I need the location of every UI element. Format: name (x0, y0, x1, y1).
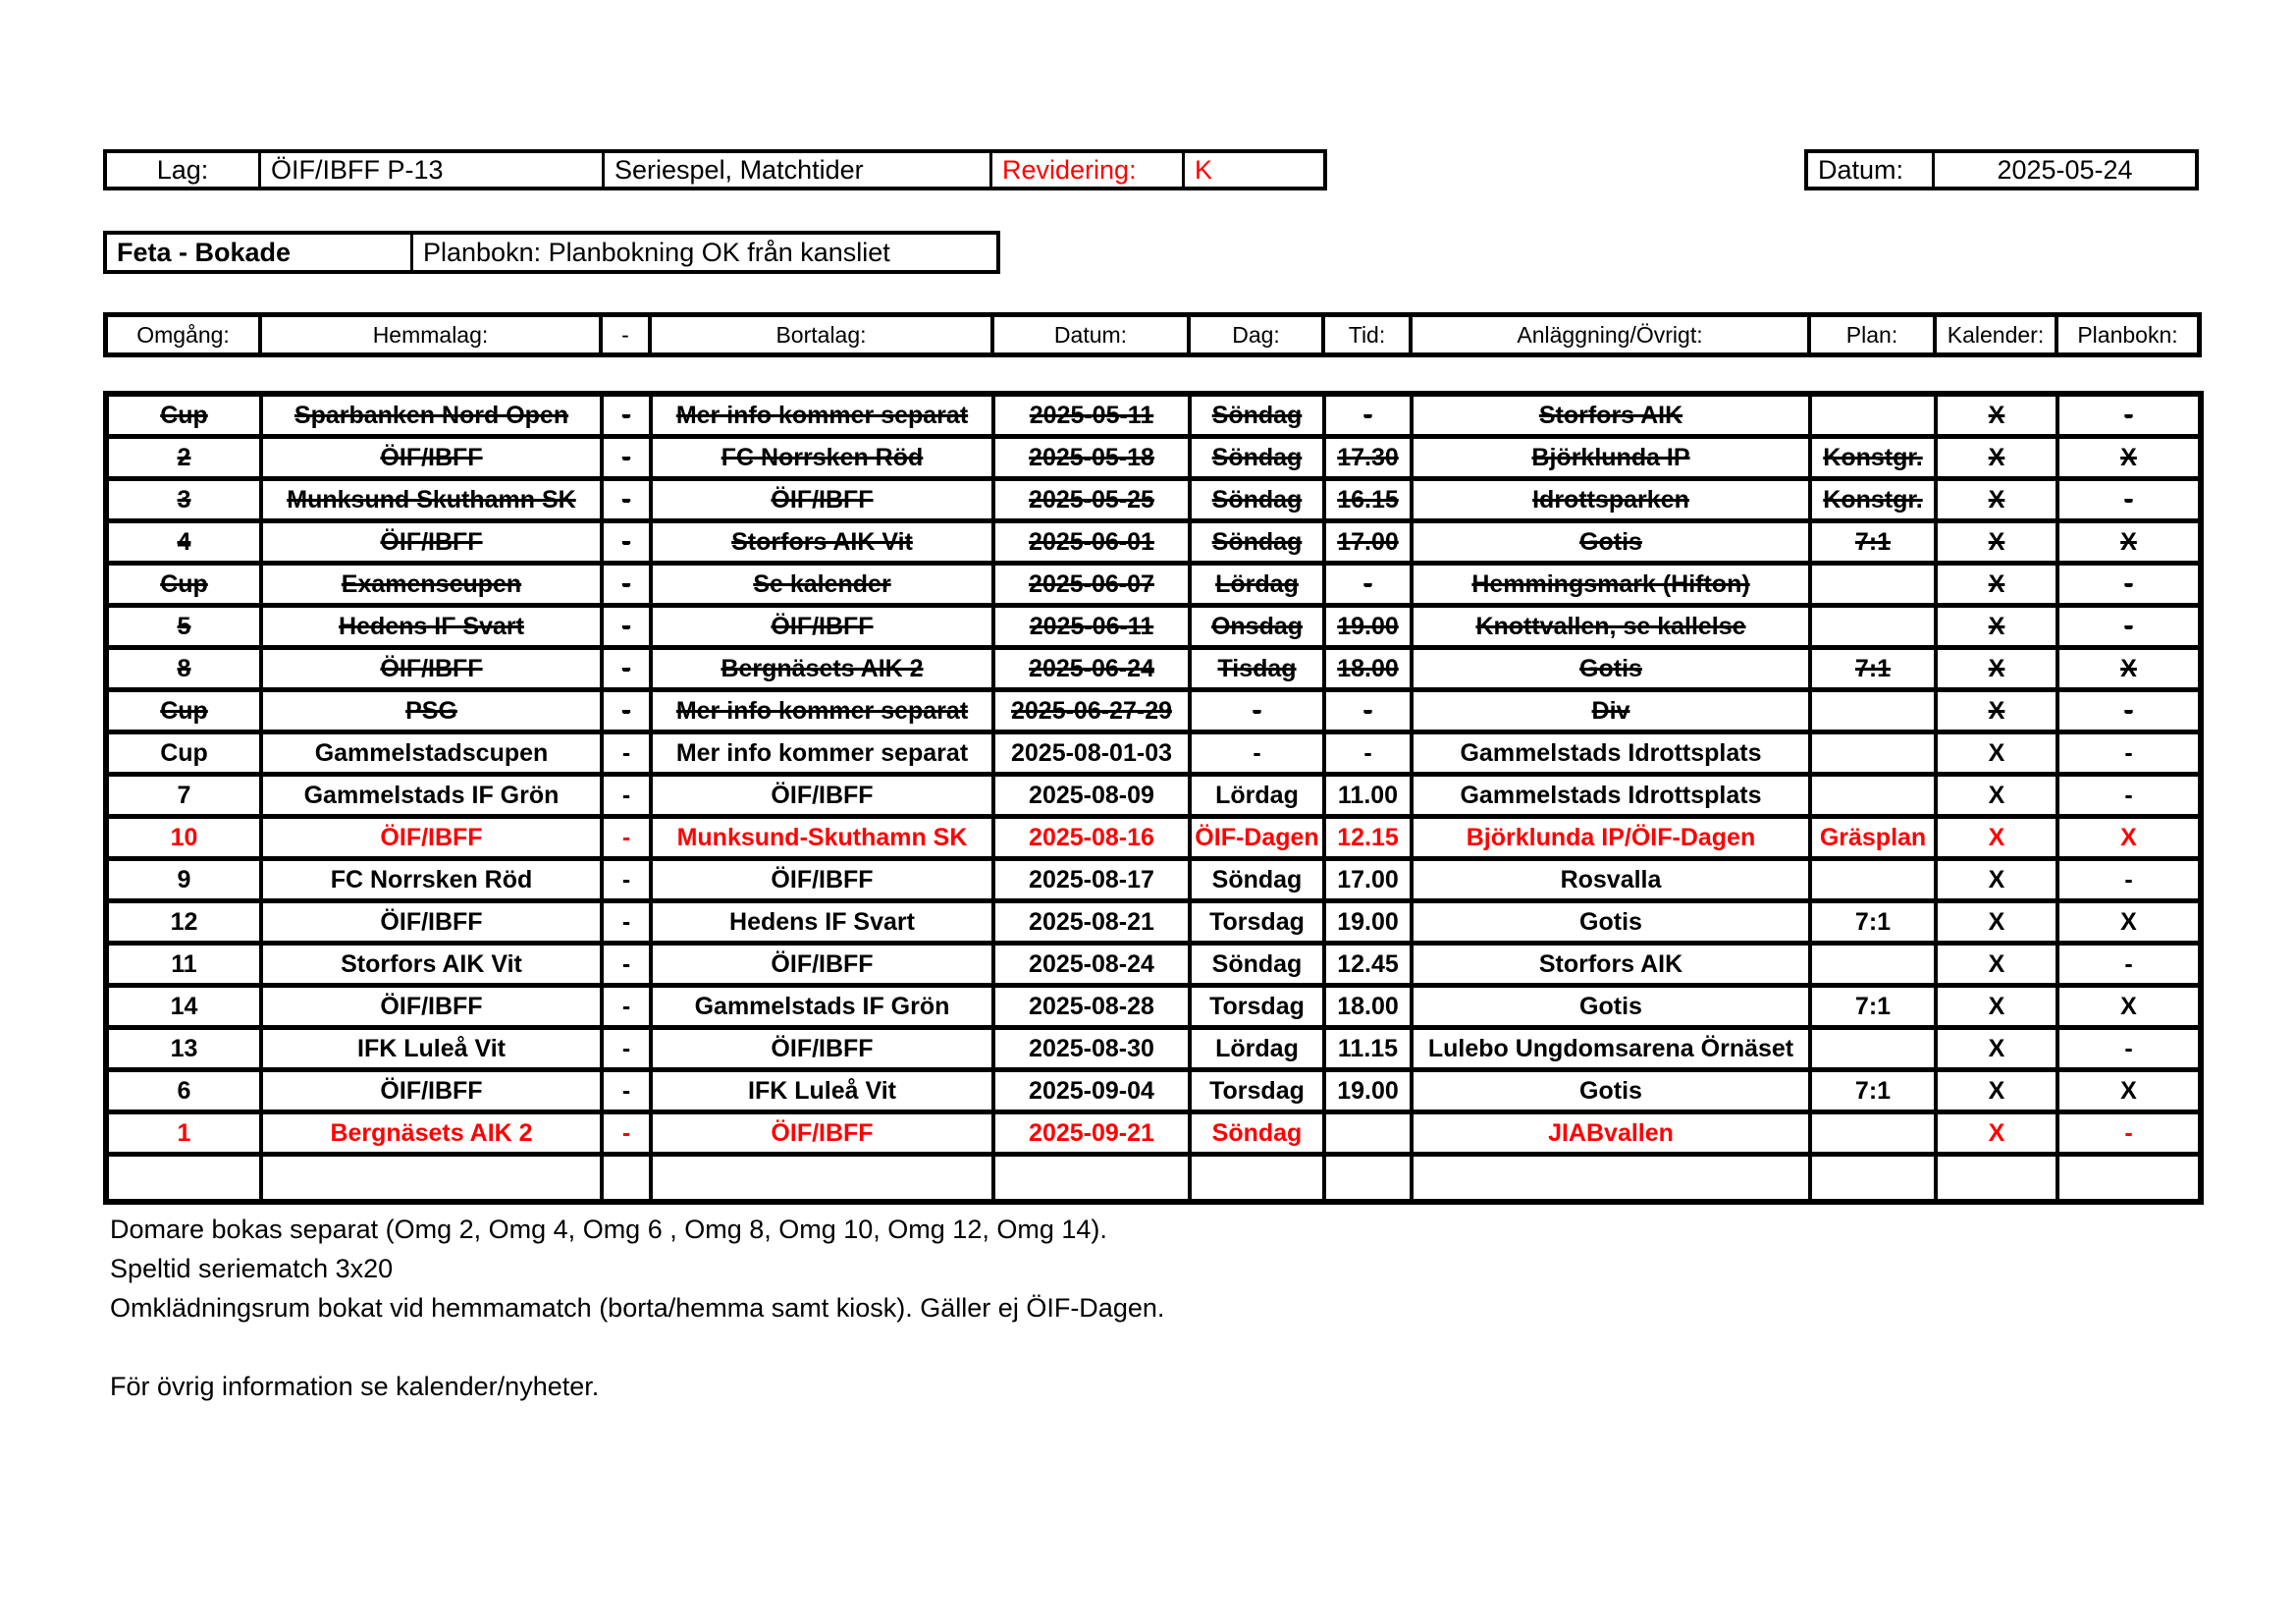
cell-bortalag: Gammelstads IF Grön (653, 988, 995, 1025)
header-cell-hemmalag: Hemmalag: (262, 317, 603, 352)
cell-planbokn (2059, 1157, 2198, 1199)
cell-hemmalag: ÖIF/IBFF (263, 819, 604, 856)
cell-hemmalag: PSG (263, 692, 604, 730)
cell-bortalag: Hedens IF Svart (653, 903, 995, 941)
cell-dag: Torsdag (1192, 1072, 1326, 1110)
cell-plan (1812, 1157, 1938, 1199)
cell-kalender: X (1938, 1072, 2059, 1110)
cell-planbokn: - (2124, 696, 2133, 725)
cell-hemmalag: Storfors AIK Vit (263, 946, 604, 983)
cell-bortalag: Se kalender (653, 566, 995, 603)
cell-anlaggning: Hemmingsmark (Hifton) (1414, 566, 1812, 603)
cell-omgang: 10 (109, 819, 263, 856)
cell-plan (1812, 777, 1938, 814)
cell-anlaggning: JIABvallen (1414, 1114, 1812, 1152)
cell-anlaggning: Idrottsparken (1414, 481, 1812, 518)
cell-dag: Söndag (1192, 861, 1326, 898)
cell-plan: Konstgr. (1812, 481, 1938, 518)
cell-dag: - (1192, 692, 1326, 730)
cell-datum: 2025-05-18 (995, 439, 1192, 476)
header-cell-bortalag: Bortalag: (652, 317, 994, 352)
cell-tid: 19.00 (1326, 608, 1414, 645)
cell-planbokn: - (2124, 738, 2133, 767)
note-domare: Domare bokas separat (Omg 2, Omg 4, Omg 6 , Omg 8, Omg 10, Omg 12, Omg 14). (110, 1215, 1107, 1244)
cell-dag: Söndag (1192, 523, 1326, 561)
cell-tid: - (1326, 566, 1414, 603)
cell-dash: - (604, 988, 653, 1025)
cell-plan (1812, 1114, 1938, 1152)
cell-kalender: X (1938, 903, 2059, 941)
cell-hemmalag: Gammelstads IF Grön (263, 777, 604, 814)
cell-omgang: Cup (109, 397, 263, 434)
cell-dash: - (604, 734, 653, 772)
cell-dag: Söndag (1192, 1114, 1326, 1152)
cell-dag: - (1192, 734, 1326, 772)
cell-hemmalag: Munksund Skuthamn SK (263, 481, 604, 518)
cell-bortalag: ÖIF/IBFF (653, 777, 995, 814)
cell-tid: 17.00 (1326, 861, 1414, 898)
table-row (109, 692, 2198, 734)
cell-planbokn: X (2120, 992, 2137, 1020)
cell-dash: - (604, 1030, 653, 1067)
table-row (109, 1114, 2198, 1157)
cell-dash: - (604, 777, 653, 814)
legend-planbokn-note: Planbokn: Planbokning OK från kansliet (423, 237, 890, 267)
cell-anlaggning: Gotis (1414, 650, 1812, 687)
cell-anlaggning: Div (1414, 692, 1812, 730)
cell-plan (1812, 397, 1938, 434)
header-cell-omgang: Omgång: (108, 317, 262, 352)
cell-plan: 7:1 (1812, 903, 1938, 941)
cell-dag: Onsdag (1192, 608, 1326, 645)
table-row (109, 903, 2198, 946)
cell-tid: 18.00 (1326, 988, 1414, 1025)
schedule-header-row (103, 312, 2202, 357)
cell-hemmalag: Gammelstadscupen (263, 734, 604, 772)
cell-anlaggning: Knottvallen, se kallelse (1414, 608, 1812, 645)
table-row (109, 1030, 2198, 1072)
cell-omgang: 11 (109, 946, 263, 983)
legend-box (103, 231, 1000, 274)
cell-datum: 2025-08-01-03 (995, 734, 1192, 772)
cell-datum: 2025-06-07 (995, 566, 1192, 603)
cell-planbokn: X (2120, 527, 2137, 556)
cell-planbokn: X (2120, 907, 2137, 936)
cell-plan (1812, 566, 1938, 603)
note-omkladningsrum: Omklädningsrum bokat vid hemmamatch (borta/hemma samt kiosk). Gäller ej ÖIF-Dagen. (110, 1293, 1165, 1323)
cell-hemmalag: Hedens IF Svart (263, 608, 604, 645)
cell-anlaggning: Björklunda IP/ÖIF-Dagen (1414, 819, 1812, 856)
cell-bortalag: Mer info kommer separat (653, 692, 995, 730)
cell-datum: 2025-09-04 (995, 1072, 1192, 1110)
cell-hemmalag: ÖIF/IBFF (263, 988, 604, 1025)
cell-tid: - (1326, 734, 1414, 772)
cell-planbokn: - (2124, 1034, 2133, 1062)
cell-kalender: X (1938, 692, 2059, 730)
footer-notes (110, 1210, 1164, 1406)
cell-kalender: X (1938, 946, 2059, 983)
cell-datum: 2025-08-21 (995, 903, 1192, 941)
cell-datum: 2025-09-21 (995, 1114, 1192, 1152)
cell-planbokn: - (2124, 612, 2133, 640)
cell-plan: 7:1 (1812, 1072, 1938, 1110)
cell-tid: 18.00 (1326, 650, 1414, 687)
cell-tid: 19.00 (1326, 903, 1414, 941)
cell-anlaggning: Gotis (1414, 903, 1812, 941)
table-row (109, 566, 2198, 608)
cell-omgang: 1 (109, 1114, 263, 1152)
cell-planbokn: - (2124, 1118, 2133, 1147)
cell-tid (1326, 1114, 1414, 1152)
cell-bortalag: ÖIF/IBFF (653, 1030, 995, 1067)
table-row (109, 608, 2198, 650)
cell-omgang: 7 (109, 777, 263, 814)
cell-dash: - (604, 692, 653, 730)
cell-kalender: X (1938, 397, 2059, 434)
header-cell-dash: - (603, 317, 652, 352)
cell-anlaggning: Storfors AIK (1414, 946, 1812, 983)
cell-kalender: X (1938, 861, 2059, 898)
cell-dag: ÖIF-Dagen (1192, 819, 1326, 856)
table-row (109, 734, 2198, 777)
cell-plan (1812, 692, 1938, 730)
cell-dag (1192, 1157, 1326, 1199)
cell-dash: - (604, 1114, 653, 1152)
cell-anlaggning: Storfors AIK (1414, 397, 1812, 434)
cell-omgang: 5 (109, 608, 263, 645)
cell-tid: - (1326, 692, 1414, 730)
cell-hemmalag: Sparbanken Nord Open (263, 397, 604, 434)
cell-planbokn: - (2124, 485, 2133, 514)
cell-hemmalag: Examenscupen (263, 566, 604, 603)
cell-tid: 19.00 (1326, 1072, 1414, 1110)
cell-plan: Gräsplan (1812, 819, 1938, 856)
lag-label: Lag: (107, 153, 261, 187)
cell-hemmalag: ÖIF/IBFF (263, 903, 604, 941)
cell-anlaggning (1414, 1157, 1812, 1199)
cell-datum: 2025-06-11 (995, 608, 1192, 645)
cell-omgang: 2 (109, 439, 263, 476)
header-cell-tid: Tid: (1325, 317, 1413, 352)
table-row (109, 523, 2198, 566)
cell-dag: Söndag (1192, 397, 1326, 434)
cell-tid: 11.00 (1326, 777, 1414, 814)
cell-datum: 2025-08-09 (995, 777, 1192, 814)
cell-bortalag: ÖIF/IBFF (653, 608, 995, 645)
cell-datum: 2025-05-11 (995, 397, 1192, 434)
cell-kalender: X (1938, 1030, 2059, 1067)
cell-kalender: X (1938, 523, 2059, 561)
header-cell-dag: Dag: (1191, 317, 1325, 352)
cell-dag: Torsdag (1192, 903, 1326, 941)
cell-bortalag: Bergnäsets AIK 2 (653, 650, 995, 687)
cell-omgang: Cup (109, 566, 263, 603)
cell-dag: Torsdag (1192, 988, 1326, 1025)
cell-datum: 2025-06-27-29 (995, 692, 1192, 730)
cell-plan: 7:1 (1812, 988, 1938, 1025)
cell-bortalag: FC Norrsken Röd (653, 439, 995, 476)
cell-omgang: 4 (109, 523, 263, 561)
cell-planbokn: X (2120, 654, 2137, 682)
cell-hemmalag: ÖIF/IBFF (263, 1072, 604, 1110)
cell-datum: 2025-08-28 (995, 988, 1192, 1025)
cell-bortalag: ÖIF/IBFF (653, 861, 995, 898)
cell-planbokn: - (2124, 865, 2133, 893)
cell-omgang: 8 (109, 650, 263, 687)
schedule-table (103, 391, 2204, 1205)
revidering-value: K (1195, 154, 1213, 185)
cell-dash: - (604, 608, 653, 645)
cell-tid: 11.15 (1326, 1030, 1414, 1067)
cell-tid: 16.15 (1326, 481, 1414, 518)
cell-bortalag: IFK Luleå Vit (653, 1072, 995, 1110)
cell-planbokn: - (2124, 781, 2133, 809)
cell-hemmalag: Bergnäsets AIK 2 (263, 1114, 604, 1152)
team-info-box (103, 149, 1327, 190)
datum-label: Datum: (1808, 153, 1935, 187)
cell-omgang: 13 (109, 1030, 263, 1067)
cell-dash: - (604, 566, 653, 603)
cell-kalender: X (1938, 1114, 2059, 1152)
cell-planbokn: - (2124, 569, 2133, 598)
cell-datum: 2025-06-01 (995, 523, 1192, 561)
cell-plan: 7:1 (1812, 523, 1938, 561)
cell-plan (1812, 1030, 1938, 1067)
table-row (109, 1157, 2198, 1199)
cell-dash (604, 1157, 653, 1199)
cell-kalender: X (1938, 608, 2059, 645)
cell-dash: - (604, 439, 653, 476)
cell-kalender (1938, 1157, 2059, 1199)
cell-anlaggning: Gammelstads Idrottsplats (1414, 777, 1812, 814)
cell-plan (1812, 608, 1938, 645)
cell-bortalag: ÖIF/IBFF (653, 1114, 995, 1152)
cell-kalender: X (1938, 650, 2059, 687)
table-row (109, 650, 2198, 692)
cell-dag: Tisdag (1192, 650, 1326, 687)
cell-datum: 2025-08-30 (995, 1030, 1192, 1067)
cell-omgang: Cup (109, 692, 263, 730)
cell-dash: - (604, 523, 653, 561)
cell-datum: 2025-08-16 (995, 819, 1192, 856)
cell-planbokn: X (2120, 1076, 2137, 1105)
cell-hemmalag: FC Norrsken Röd (263, 861, 604, 898)
cell-datum: 2025-05-25 (995, 481, 1192, 518)
cell-dag: Söndag (1192, 439, 1326, 476)
cell-datum (995, 1157, 1192, 1199)
cell-anlaggning: Björklunda IP (1414, 439, 1812, 476)
cell-bortalag: Mer info kommer separat (653, 734, 995, 772)
cell-kalender: X (1938, 819, 2059, 856)
cell-dash: - (604, 1072, 653, 1110)
cell-hemmalag: IFK Luleå Vit (263, 1030, 604, 1067)
cell-hemmalag: ÖIF/IBFF (263, 523, 604, 561)
cell-dag: Söndag (1192, 481, 1326, 518)
cell-kalender: X (1938, 734, 2059, 772)
cell-dash: - (604, 397, 653, 434)
cell-tid: 12.15 (1326, 819, 1414, 856)
cell-dash: - (604, 650, 653, 687)
note-ovrig-info: För övrig information se kalender/nyheter. (110, 1372, 600, 1401)
subtitle: Seriespel, Matchtider (605, 153, 992, 187)
cell-datum: 2025-08-17 (995, 861, 1192, 898)
cell-bortalag: Mer info kommer separat (653, 397, 995, 434)
cell-bortalag: ÖIF/IBFF (653, 481, 995, 518)
cell-dash: - (604, 481, 653, 518)
cell-hemmalag: ÖIF/IBFF (263, 650, 604, 687)
header-cell-anlaggning: Anläggning/Övrigt: (1413, 317, 1811, 352)
table-row (109, 946, 2198, 988)
cell-tid: 17.30 (1326, 439, 1414, 476)
cell-kalender: X (1938, 777, 2059, 814)
cell-bortalag: Munksund-Skuthamn SK (653, 819, 995, 856)
cell-dash: - (604, 861, 653, 898)
cell-datum: 2025-08-24 (995, 946, 1192, 983)
table-row (109, 481, 2198, 523)
table-row (109, 777, 2198, 819)
note-speltid: Speltid seriematch 3x20 (110, 1254, 394, 1283)
table-row (109, 819, 2198, 861)
cell-anlaggning: Rosvalla (1414, 861, 1812, 898)
cell-dag: Lördag (1192, 1030, 1326, 1067)
cell-datum: 2025-06-24 (995, 650, 1192, 687)
header-cell-datum: Datum: (994, 317, 1191, 352)
table-row (109, 1072, 2198, 1114)
cell-plan: Konstgr. (1812, 439, 1938, 476)
cell-planbokn: X (2120, 823, 2137, 851)
table-row (109, 439, 2198, 481)
cell-hemmalag (263, 1157, 604, 1199)
cell-bortalag: ÖIF/IBFF (653, 946, 995, 983)
cell-dash: - (604, 903, 653, 941)
cell-omgang: Cup (109, 734, 263, 772)
cell-tid: - (1326, 397, 1414, 434)
table-row (109, 988, 2198, 1030)
cell-kalender: X (1938, 566, 2059, 603)
cell-plan (1812, 734, 1938, 772)
cell-dag: Söndag (1192, 946, 1326, 983)
cell-planbokn: - (2124, 401, 2133, 429)
cell-dash: - (604, 946, 653, 983)
header-cell-plan: Plan: (1811, 317, 1937, 352)
cell-anlaggning: Gotis (1414, 523, 1812, 561)
cell-omgang: 3 (109, 481, 263, 518)
cell-kalender: X (1938, 439, 2059, 476)
cell-omgang: 9 (109, 861, 263, 898)
cell-anlaggning: Lulebo Ungdomsarena Örnäset (1414, 1030, 1812, 1067)
cell-dash: - (604, 819, 653, 856)
cell-anlaggning: Gammelstads Idrottsplats (1414, 734, 1812, 772)
cell-kalender: X (1938, 481, 2059, 518)
cell-omgang: 12 (109, 903, 263, 941)
cell-planbokn: - (2124, 949, 2133, 978)
cell-omgang (109, 1157, 263, 1199)
cell-omgang: 6 (109, 1072, 263, 1110)
lag-value: ÖIF/IBFF P-13 (261, 153, 605, 187)
cell-plan (1812, 861, 1938, 898)
cell-plan: 7:1 (1812, 650, 1938, 687)
cell-dag: Lördag (1192, 777, 1326, 814)
revidering-label: Revidering: (992, 153, 1185, 187)
date-box (1804, 149, 2199, 190)
table-row (109, 397, 2198, 439)
cell-anlaggning: Gotis (1414, 988, 1812, 1025)
cell-dag: Lördag (1192, 566, 1326, 603)
cell-kalender: X (1938, 988, 2059, 1025)
cell-plan (1812, 946, 1938, 983)
cell-tid: 12.45 (1326, 946, 1414, 983)
legend-bold-label: Feta - Bokade (107, 235, 413, 270)
cell-bortalag: Storfors AIK Vit (653, 523, 995, 561)
table-row (109, 861, 2198, 903)
cell-anlaggning: Gotis (1414, 1072, 1812, 1110)
cell-tid: 17.00 (1326, 523, 1414, 561)
cell-omgang: 14 (109, 988, 263, 1025)
cell-bortalag (653, 1157, 995, 1199)
header-cell-planbokn: Planbokn: (2077, 321, 2178, 348)
cell-tid (1326, 1157, 1414, 1199)
header-cell-kalender: Kalender: (1937, 317, 2058, 352)
cell-hemmalag: ÖIF/IBFF (263, 439, 604, 476)
cell-planbokn: X (2120, 443, 2137, 471)
datum-value: 2025-05-24 (1997, 154, 2133, 185)
